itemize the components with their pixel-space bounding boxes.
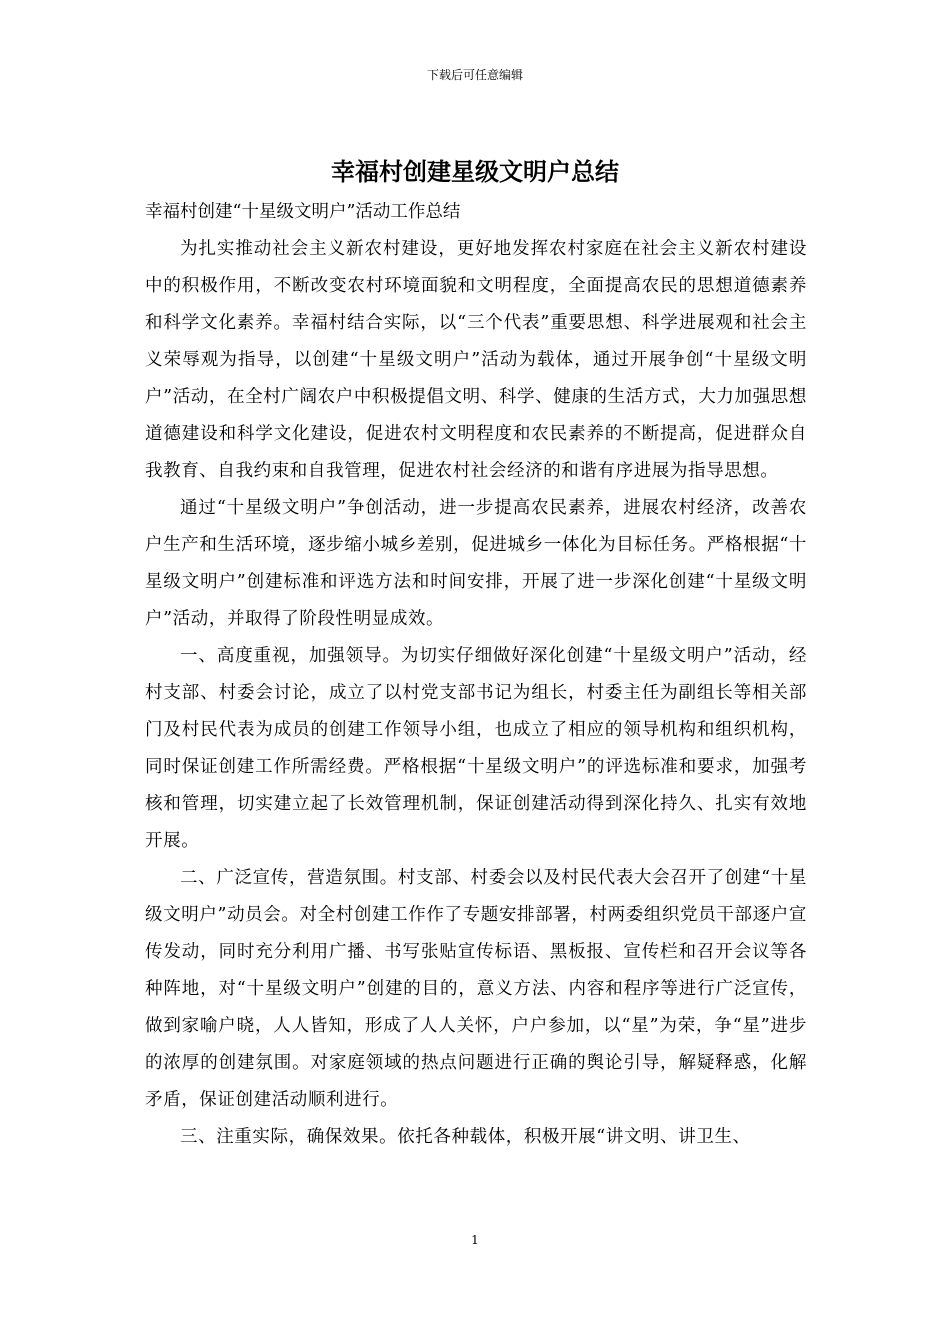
body-text <box>145 231 807 1156</box>
paragraph-section-1: 一、高度重视，加强领导。为切实仔细做好深化创建“十星级文明户”活动，经村支部、村委会讨论，成立了以村党支部书记为组长，村委主任为副组长等相关部门及村民代表为成员的创建工作领导小组，也成立了相应的领导机构和组织机构，同时保证创建工作所需经费。严格根据“十星级文明户”的评选标准和要求，加强考核和管理，切实建立起了长效管理机制，保证创建活动得到深化持久、扎实有效地开展。 <box>145 646 807 851</box>
page-number: 1 <box>471 1233 479 1247</box>
header-note: 下载后可任意编辑 <box>426 68 523 82</box>
document-subtitle: 幸福村创建“十星级文明户”活动工作总结 <box>145 202 461 222</box>
paragraph-section-2: 二、广泛宣传，营造氛围。村支部、村委会以及村民代表大会召开了创建“十星级文明户”动员会。对全村创建工作作了专题安排部署，村两委组织党员干部逐户宣传发动，同时充分利用广播、书写张贴宣传标语、黑板报、宣传栏和召开会议等各种阵地，对“十星级文明户”创建的目的，意义方法、内容和程序等进行广泛宣传，做到家喻户晓，人人皆知，形成了人人关怀，户户参加，以“星”为荣，争“星”进步的浓厚的创建氛围。对家庭领域的热点问题进行正确的舆论引导，解疑释惑，化解矛盾，保证创建活动顺利进行。 <box>145 868 807 1110</box>
paragraph-intro: 为扎实推动社会主义新农村建设，更好地发挥农村家庭在社会主义新农村建设中的积极作用，不断改变农村环境面貌和文明程度，全面提高农民的思想道德素养和科学文化素养。幸福村结合实际，以“三个代表”重要思想、科学进展观和社会主义荣辱观为指导，以创建“十星级文明户”活动为载体，通过开展争创“十星级文明户”活动，在全村广阔农户中积极提倡文明、科学、健康的生活方式，大力加强思想道德建设和科学文化建设，促进农村文明程度和农民素养的不断提高，促进群众自我教育、自我约束和自我管理，促进农村社会经济的和谐有序进展为指导思想。 <box>145 239 807 481</box>
paragraph-section-3: 三、注重实际，确保效果。依托各种载体，积极开展“讲文明、讲卫生、 <box>180 1127 751 1147</box>
paragraph-goals: 通过“十星级文明户”争创活动，进一步提高农民素养，进展农村经济，改善农户生产和生活环境，逐步缩小城乡差别，促进城乡一体化为目标任务。严格根据“十星级文明户”创建标准和评选方法和时间安排，开展了进一步深化创建“十星级文明户”活动，并取得了阶段性明显成效。 <box>145 498 807 629</box>
document-title: 幸福村创建星级文明户总结 <box>331 158 619 186</box>
